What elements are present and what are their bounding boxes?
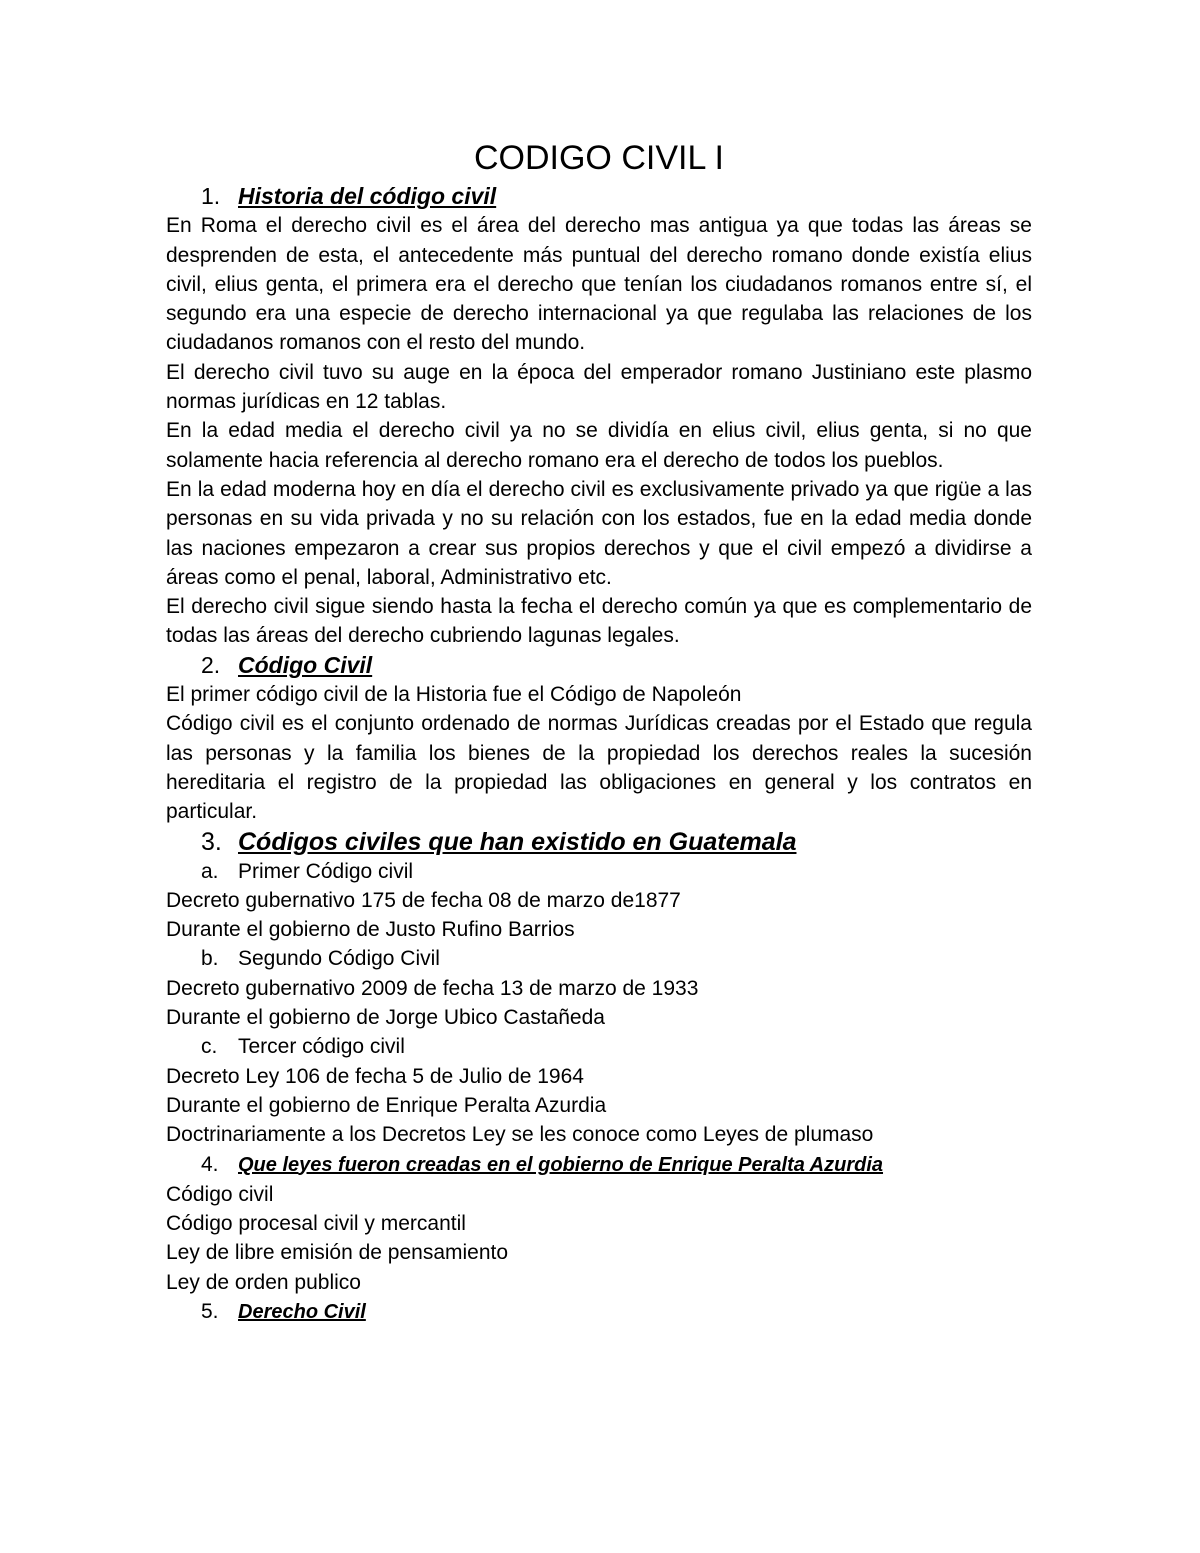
text-line: Código procesal civil y mercantil [166,1212,466,1236]
list-letter: a. [201,859,219,883]
paragraph: El derecho civil tuvo su auge en la época del emperador romano Justiniano este plasmo normas jurídicas en 12 tablas. [166,360,1032,414]
section-title: Historia del código civil [238,183,497,209]
text-line: Ley de orden publico [166,1270,361,1294]
text-line: Decreto Ley 106 de fecha 5 de Julio de 1964 [166,1064,584,1088]
section-number: 1. [201,183,221,209]
document-content [166,136,1032,1327]
paragraph: En la edad media el derecho civil ya no se dividía en elius civil, elius genta, si no que solamente hacia referencia al derecho romano era el derecho de todos los pueblos. [166,419,1032,472]
section-title: Que leyes fueron creadas en el gobierno de Enrique Peralta Azurdia [238,1153,884,1176]
list-label: Tercer código civil [238,1035,405,1059]
list-item-label [201,944,1032,973]
text-line: Durante el gobierno de Jorge Ubico Castañeda [166,1006,605,1030]
text-line: Doctrinariamente a los Decretos Ley se les conoce como Leyes de plumaso [166,1123,874,1147]
paragraph: Código civil es el conjunto ordenado de normas Jurídicas creadas por el Estado que regula las personas y la familia los bienes de la propiedad los derechos reales la sucesión hereditaria el registro de la propiedad las obligaciones en general y los contratos en particular. [166,712,1032,824]
section-heading [201,1150,1032,1180]
section-number: 3. [201,827,222,856]
section-number: 5. [201,1299,219,1323]
text-line: Decreto gubernativo 175 de fecha 08 de marzo de1877 [166,888,681,912]
list-label: Segundo Código Civil [238,947,440,971]
text-line: Decreto gubernativo 2009 de fecha 13 de marzo de 1933 [166,976,699,1000]
text-line: Durante el gobierno de Justo Rufino Barrios [166,918,575,942]
text-line: Código civil [166,1182,274,1206]
section-title: Derecho Civil [238,1300,366,1323]
list-letter: c. [201,1035,218,1059]
section-number: 2. [201,651,221,678]
section-heading [201,1297,1032,1327]
section-heading [201,182,1032,211]
list-label: Primer Código civil [238,859,414,883]
text-line: Ley de libre emisión de pensamiento [166,1241,509,1265]
section-heading [201,651,1032,680]
section-number: 4. [201,1152,219,1176]
paragraph: En Roma el derecho civil es el área del derecho mas antigua ya que todas las áreas se desprenden de esta, el antecedente más puntual del derecho romano donde existía elius civil, elius genta, el primera era el derecho que tenían los ciudadanos romanos entre sí, el segundo era una especie de derecho internacional ya que regulaba las relaciones de los ciudadanos romanos con el resto del mundo. [166,214,1032,355]
section-title: Códigos civiles que han existido en Guatemala [238,827,797,856]
list-letter: b. [201,947,219,971]
text-line: Durante el gobierno de Enrique Peralta Azurdia [166,1093,607,1117]
paragraph: El derecho civil sigue siendo hasta la fecha el derecho común ya que es complementario de todas las áreas del derecho cubriendo lagunas legales. [166,595,1032,648]
section-title: Código Civil [238,651,373,678]
paragraph: En la edad moderna hoy en día el derecho civil es exclusivamente privado ya que rigüe a las personas en su vida privada y no su relación con los estados, fue en la edad media donde las naciones empezaron a crear sus propios derechos y que el civil empezó a dividirse a áreas como el penal, laboral, Administrativo etc. [166,477,1032,589]
list-item-label [201,1032,1032,1061]
paragraph: El primer código civil de la Historia fue el Código de Napoleón [166,683,742,707]
section-heading [201,827,1032,857]
document-title: CODIGO CIVIL I [473,139,724,177]
list-item-label [201,857,1032,886]
